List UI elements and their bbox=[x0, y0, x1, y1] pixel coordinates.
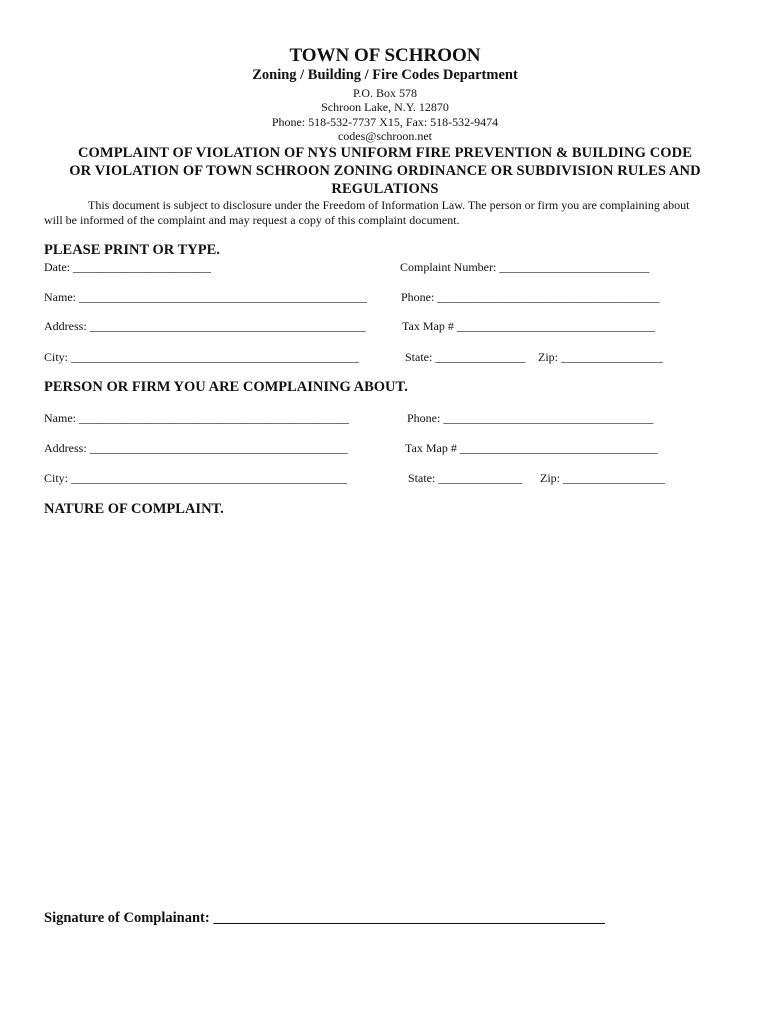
respondent-tax-map-field[interactable]: Tax Map # _________________________________ bbox=[405, 441, 658, 455]
respondent-zip-field[interactable]: Zip: _________________ bbox=[540, 471, 665, 485]
foil-notice-line-1: This document is subject to disclosure under the Freedom of Information Law. The person or firm you are complaining about bbox=[88, 198, 690, 212]
town-title: TOWN OF SCHROON bbox=[289, 45, 481, 66]
nature-of-complaint-heading: NATURE OF COMPLAINT. bbox=[44, 501, 224, 517]
complainant-city-field[interactable]: City: ________________________________________________ bbox=[44, 350, 360, 364]
phone-fax: Phone: 518-532-7737 X15, Fax: 518-532-9474 bbox=[271, 115, 499, 129]
complaint-heading-line-1: COMPLAINT OF VIOLATION OF NYS UNIFORM FIRE PREVENTION & BUILDING CODE bbox=[77, 145, 693, 161]
complainant-address-field[interactable]: Address: ______________________________________________ bbox=[44, 319, 366, 333]
complaint-description-area[interactable] bbox=[44, 522, 724, 897]
respondent-name-field[interactable]: Name: _____________________________________________ bbox=[44, 411, 349, 425]
respondent-city-field[interactable]: City: ______________________________________________ bbox=[44, 471, 348, 485]
complainant-tax-map-field[interactable]: Tax Map # _________________________________ bbox=[402, 319, 655, 333]
department-name: Zoning / Building / Fire Codes Department bbox=[252, 67, 518, 83]
complaint-heading-line-3: REGULATIONS bbox=[331, 181, 439, 197]
complainant-name-field[interactable]: Name: ________________________________________________ bbox=[44, 290, 367, 304]
complainant-phone-field[interactable]: Phone: _____________________________________ bbox=[401, 290, 660, 304]
city-address: Schroon Lake, N.Y. 12870 bbox=[321, 100, 449, 114]
po-box: P.O. Box 578 bbox=[352, 86, 417, 100]
complainant-zip-field[interactable]: Zip: _________________ bbox=[538, 350, 663, 364]
complaint-number-field[interactable]: Complaint Number: _________________________ bbox=[400, 260, 650, 274]
foil-notice-line-2: will be informed of the complaint and may request a copy of this complaint document. bbox=[44, 213, 460, 227]
respondent-phone-field[interactable]: Phone: ___________________________________ bbox=[407, 411, 654, 425]
email-address: codes@schroon.net bbox=[337, 129, 433, 143]
complaint-heading-line-2: OR VIOLATION OF TOWN SCHROON ZONING ORDINANCE OR SUBDIVISION RULES AND bbox=[69, 163, 701, 179]
date-field[interactable]: Date: _______________________ bbox=[44, 260, 211, 274]
respondent-section-heading: PERSON OR FIRM YOU ARE COMPLAINING ABOUT. bbox=[44, 379, 408, 395]
signature-line[interactable]: Signature of Complainant: ______________________________________________________ bbox=[44, 910, 605, 926]
respondent-address-field[interactable]: Address: ___________________________________________ bbox=[44, 441, 348, 455]
complainant-section-heading: PLEASE PRINT OR TYPE. bbox=[44, 242, 220, 258]
respondent-state-field[interactable]: State: ______________ bbox=[408, 471, 523, 485]
complainant-state-field[interactable]: State: _______________ bbox=[405, 350, 526, 364]
